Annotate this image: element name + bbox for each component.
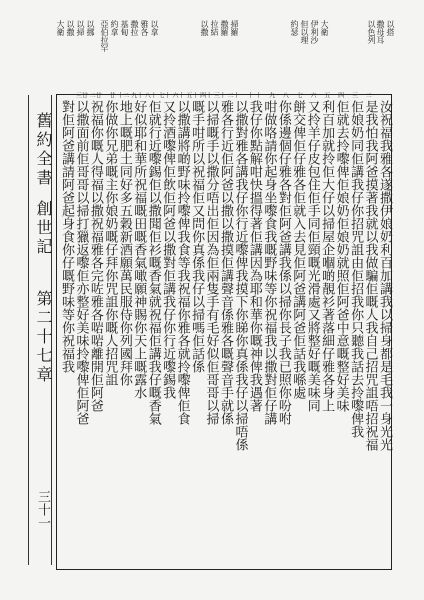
text-column: 以撒面前佢哥哥以掃打獵返嚟佢亦整好美味拎嚟俾佢阿爸: [73, 100, 89, 425]
text-column: 以掃嘅手以撒分唔出佢因為佢兩隻手有毛好似佢哥哥以掃: [203, 100, 219, 425]
verse-number: 十二: [226, 92, 240, 98]
text-column: 佢就行近嚟錫佢以撒聞佢衫嘅香氣就祝福佢講我仔嘅香氣: [145, 100, 161, 425]
verse-number: 十一: [240, 92, 253, 98]
text-column: 你係邊個仔雅各對佢阿爸講我係以掃你長子我已照你吩咐: [275, 100, 291, 425]
verse-number: 廿三: [74, 92, 88, 98]
gloss-mid-1: 雅各: [140, 20, 149, 36]
text-column: 佢就去拎嚟俾佢娘奶佢娘奶就照佢阿爸中意嘅整好美味: [333, 100, 349, 412]
gloss-left-6: 撒羅: [220, 20, 229, 36]
verse-number: 十四: [198, 92, 212, 98]
gloss-right-6: 約瑟: [290, 20, 299, 36]
verse-number: 二十: [115, 92, 129, 98]
text-column: 汝祝福我雅各遂撒伊娘奶利百加講我以掃身都是毛我一身光光: [377, 100, 392, 451]
verse-number: 三: [350, 92, 358, 98]
gloss-right-3: 大衛: [320, 20, 329, 36]
verse-number: 十: [253, 92, 261, 98]
text-column: 餅交俾佢仔雅各佢就入去見佢阿爸講阿爸佢話我喺處: [290, 100, 306, 399]
gloss-left-label: 以挪: [86, 20, 95, 36]
text-column: 你做你兄弟嘅主你娘奶嘅仔拜你咒詛你嘅人招咒詛: [102, 100, 118, 386]
verse-number: 十八: [143, 92, 157, 98]
text-column: 利百加就拎佢大仔以掃屋企嗰啲靚衫著落細仔雅各身上: [319, 100, 335, 412]
gloss-right-label: 以搭: [386, 20, 395, 36]
gloss-right-4: 伊利沙: [310, 20, 319, 44]
gloss-mid-5: 亞伯拉罕: [100, 20, 109, 52]
verse-number: 一: [378, 92, 385, 98]
text-column: 以撒講將啲野味拎嚟俾我食等我祝福你雅各就拎嚟俾佢食: [174, 100, 190, 425]
verse-number: 九: [267, 92, 275, 98]
text-column: 佢娘奶同佢講我仔你招咒詛由佢招我你只聽我話去拎嚟俾我: [348, 100, 364, 438]
gloss-right-1: 撒母耳: [376, 20, 385, 44]
page-number: 三十一: [35, 490, 50, 529]
gloss-left-2: 以撒: [66, 20, 75, 36]
verse-number: 二: [364, 92, 372, 98]
book-title: 舊約全書: [34, 112, 53, 188]
gloss-right-2: 以色列: [367, 20, 376, 44]
text-column: 好似耶和華所祝福嘅田嘅香氣噉願神賜你天上嘅露水: [131, 100, 147, 399]
verse-number: 六: [309, 92, 316, 98]
text-column: 又拎羊仔皮包住佢手同佢頸嘅光滑處又將整好嘅美味同: [304, 100, 320, 412]
text-column: 祝福你嘅人得福以撒祝福雅各完咗雅各啱啱離開佢阿爸: [87, 100, 103, 412]
gloss-left-5: 拉結: [210, 20, 219, 36]
verse-number: 十七: [157, 92, 171, 98]
gloss-right-5: 但以理: [300, 20, 309, 44]
text-column: 以撒對雅各講我仔你行近嚟俾我摸下你睇你真係我仔以掃唔係: [232, 100, 248, 451]
book-name: 創世記: [34, 200, 53, 257]
gloss-mid-label: 以拿: [150, 20, 159, 36]
text-column: 雅各行近佢阿爸以撒以撒摸佢講聲音係雅各嘅聲音手就係: [218, 100, 233, 425]
verse-number: 五: [322, 92, 330, 98]
verse-number: 十九: [129, 92, 143, 98]
verse-number: 廿一: [102, 92, 115, 98]
verse-number: 八: [281, 92, 289, 98]
text-column: 對佢阿爸講請阿爸起身食你仔嘅野味等你祝福我: [59, 100, 74, 373]
gloss-left-4: 以撒: [200, 20, 209, 36]
text-column: 是我怕我阿爸摸著我就以我做騙佢嘅人我自己招咒詛唔招祝福: [362, 100, 378, 451]
text-column: 我仔你點解咁快搵得著佢講因為耶和華你嘅神俾我遇著: [246, 100, 262, 412]
text-column: 又拎酒嚟俾佢飲佢阿爸以撒對佢講我仔你行近嚟錫我: [160, 100, 176, 399]
gloss-left-7: 掃羅: [230, 20, 239, 36]
chapter-label: 第二十七章: [34, 290, 53, 385]
verse-number: 四: [336, 92, 344, 98]
gloss-mid-4: 約拿: [110, 20, 119, 36]
verse-number: 十六: [171, 92, 184, 98]
gloss-mid-2: 撒拉: [130, 20, 139, 36]
text-column: 嘅手咁所以祝福佢又問你真係我仔以掃嗎佢話係: [189, 100, 205, 373]
text-column: 地上嘅肥土同好多五穀新酒願萬民服侍你列國拜你: [116, 100, 132, 386]
gloss-left-1: 以掃: [76, 20, 85, 36]
text-column: 咁做咯請你起身坐嚟食我嘅野味等你祝福我以撒對佢仔講: [261, 100, 277, 425]
gloss-mid-3: 基甸: [120, 20, 129, 36]
verse-number: 七: [295, 92, 303, 98]
verse-number: 廿二: [88, 92, 102, 98]
verse-number: 十五: [184, 92, 198, 98]
verse-number: 十三: [212, 92, 226, 98]
gloss-left-3: 大衛: [56, 20, 65, 36]
